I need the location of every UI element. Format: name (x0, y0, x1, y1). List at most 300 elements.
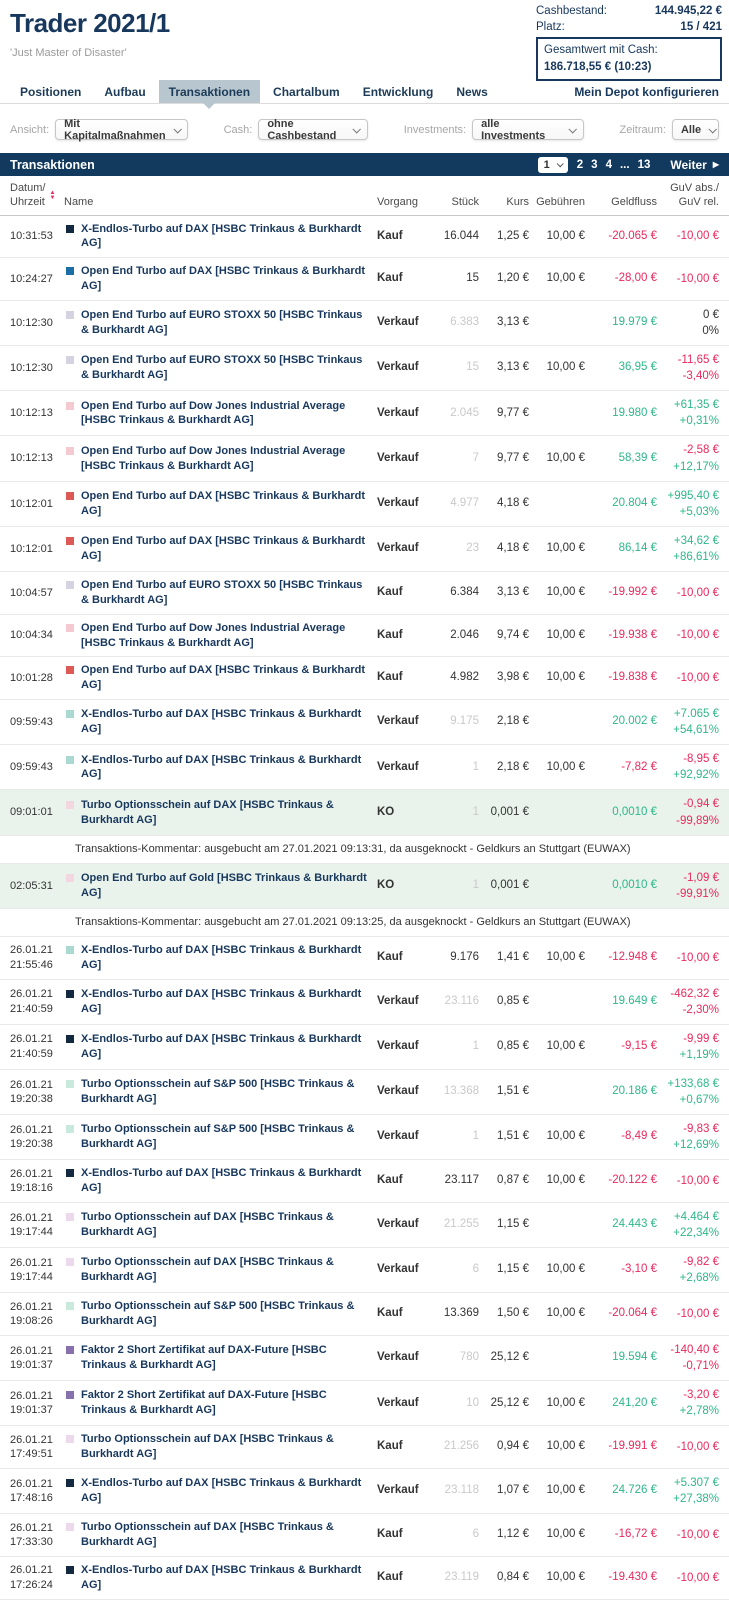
transaction-name-link[interactable]: Open End Turbo auf DAX [HSBC Trinkaus & Burkhardt AG] (81, 489, 365, 517)
transaction-guv-value: -0,94 € (683, 798, 719, 811)
transaction-name-link[interactable]: Turbo Optionsschein auf DAX [HSBC Trinkaus & Burkhardt AG] (81, 798, 334, 826)
transaction-guv-value: +54,61% (673, 724, 719, 737)
transaction-name-link[interactable]: X-Endlos-Turbo auf DAX [HSBC Trinkaus & Burkhardt AG] (81, 1167, 362, 1195)
transaction-stueck: 1 (472, 805, 479, 818)
transaction-name-link[interactable]: X-Endlos-Turbo auf DAX [HSBC Trinkaus & Burkhardt AG] (81, 753, 362, 781)
cash-label: Cashbestand: (536, 5, 607, 17)
transaction-guv-value: -9,99 € (683, 1032, 719, 1045)
table-row (0, 1293, 729, 1336)
filter-bar (0, 104, 729, 153)
transaction-guv (657, 1475, 719, 1507)
transaction-gebuehren: 10,00 € (546, 950, 585, 963)
transaction-guv (657, 1121, 719, 1153)
current-page: 1 (543, 158, 550, 171)
transaction-stueck: 23.119 (444, 1571, 479, 1584)
transaction-stueck: 2.046 (450, 628, 479, 641)
investments-dropdown[interactable] (472, 119, 584, 140)
transaction-name-link[interactable]: Turbo Optionsschein auf S&P 500 [HSBC Trinkaus & Burkhardt AG] (81, 1078, 355, 1105)
transaction-name-cell (64, 1166, 377, 1196)
transaction-name-link[interactable]: Turbo Optionsschein auf DAX [HSBC Trinkaus & Burkhardt AG] (81, 1211, 334, 1239)
transaction-name-cell (64, 1122, 377, 1152)
transaction-guv (657, 307, 719, 339)
transaction-gebuehren: 10,00 € (546, 671, 585, 684)
transaction-name-link[interactable]: Open End Turbo auf Dow Jones Industrial Average [HSBC Trinkaus & Burkhardt AG] (81, 399, 346, 427)
filter-ansicht-label: Ansicht: (10, 123, 50, 136)
transaction-stueck: 23.117 (444, 1174, 479, 1187)
table-row (0, 436, 729, 481)
transaction-guv (657, 271, 719, 287)
transaction-time: 17:33:30 (10, 1536, 53, 1549)
transaction-gebuehren: 10,00 € (546, 542, 585, 555)
transaction-guv-value: +12,17% (673, 460, 719, 473)
transaction-name-link[interactable]: Open End Turbo auf EURO STOXX 50 [HSBC Trinkaus & Burkhardt AG] (81, 579, 363, 606)
transaction-guv-value: +27,38% (673, 1493, 719, 1506)
transaction-guv-value: +2,78% (679, 1405, 719, 1418)
transaction-time: 19:17:44 (10, 1271, 53, 1284)
transaction-name-link[interactable]: Open End Turbo auf DAX [HSBC Trinkaus & Burkhardt AG] (81, 664, 365, 692)
instrument-color-icon (66, 990, 74, 998)
transaction-date: 26.01.21 (10, 1256, 53, 1269)
transaction-kurs: 1,41 € (497, 950, 529, 963)
tab-news[interactable]: News (456, 85, 488, 99)
transaction-geldfluss: 19.594 € (612, 1351, 657, 1364)
transaction-stueck: 9.176 (450, 950, 479, 963)
transaction-name-cell (64, 264, 377, 294)
table-row (0, 301, 729, 346)
chevron-down-icon (353, 125, 361, 133)
tab-entwicklung[interactable]: Entwicklung (362, 85, 434, 99)
transaction-datetime (10, 272, 64, 286)
instrument-color-icon (66, 1346, 74, 1354)
transaction-vorgang: Verkauf (377, 1130, 419, 1143)
transaction-time: 19:20:38 (10, 1092, 53, 1105)
cash-value: 144.945,22 € (654, 5, 722, 17)
main-nav (0, 80, 729, 104)
transaction-guv (657, 228, 719, 244)
transaction-guv-value: -99,89% (676, 814, 719, 827)
transaction-geldfluss: -20.064 € (608, 1307, 657, 1320)
transaction-time: 17:26:24 (10, 1578, 53, 1591)
transaction-guv-value: -10,00 € (676, 586, 719, 599)
transaction-datetime (10, 1211, 64, 1240)
transaction-name-cell (64, 753, 377, 783)
transaction-date: 26.01.21 (10, 1344, 53, 1357)
transaction-date: 26.01.21 (10, 1211, 53, 1224)
transaction-gebuehren: 10,00 € (546, 361, 585, 374)
transaction-kurs: 3,13 € (497, 361, 529, 374)
configure-depot-link[interactable]: Mein Depot konfigurieren (574, 85, 719, 99)
transaction-date: 26.01.21 (10, 1033, 53, 1046)
table-row (0, 1469, 729, 1514)
transaction-kurs: 3,98 € (497, 671, 529, 684)
page-number[interactable]: 13 (637, 158, 651, 171)
transaction-kurs: 1,25 € (497, 229, 529, 242)
table-row (0, 1025, 729, 1070)
transaction-guv (657, 1306, 719, 1322)
transaction-name-cell (64, 1476, 377, 1506)
transaction-name-link[interactable]: X-Endlos-Turbo auf DAX [HSBC Trinkaus & Burkhardt AG] (81, 1563, 362, 1591)
transaction-vorgang: Kauf (377, 1174, 403, 1187)
transaction-guv (657, 1527, 719, 1543)
filter-cash (224, 119, 369, 140)
transaction-vorgang: Verkauf (377, 1351, 419, 1364)
instrument-color-icon (66, 311, 74, 319)
transaction-datetime (10, 943, 64, 972)
transaction-time: 19:01:37 (10, 1404, 53, 1417)
transaction-vorgang: Verkauf (377, 542, 419, 555)
transaction-guv-value: +2,68% (679, 1272, 719, 1285)
table-row (0, 216, 729, 259)
transaction-geldfluss: -8,49 € (621, 1130, 657, 1143)
transaction-guv-value: -1,09 € (683, 871, 719, 884)
cash-dropdown[interactable] (258, 119, 368, 140)
transaction-datetime (10, 1123, 64, 1152)
transaction-guv-value: -10,00 € (676, 230, 719, 243)
table-row (0, 980, 729, 1025)
filter-investments-label: Investments: (403, 123, 467, 136)
transaction-geldfluss: 58,39 € (618, 451, 657, 464)
transaction-datetime (10, 628, 64, 642)
transaction-datetime (10, 760, 64, 774)
table-row (0, 1203, 729, 1248)
transaction-guv-value: +1,19% (679, 1048, 719, 1061)
instrument-color-icon (66, 1566, 74, 1574)
transaction-gebuehren: 10,00 € (546, 272, 585, 285)
column-gebuehren: Gebühren (536, 195, 585, 208)
page-title: Trader 2021/1 (10, 8, 170, 38)
zeitraum-dropdown[interactable] (672, 119, 719, 140)
panel-title: Transaktionen (10, 157, 95, 172)
transaction-time: 10:24:27 (10, 272, 53, 285)
instrument-color-icon (66, 666, 74, 674)
transaction-time: 10:12:01 (10, 497, 53, 510)
transaction-vorgang: Verkauf (377, 406, 419, 419)
transaction-date: 26.01.21 (10, 1078, 53, 1091)
transaction-guv (657, 1439, 719, 1455)
transaction-guv-value: +0,31% (679, 415, 719, 428)
chevron-down-icon (569, 125, 577, 133)
table-row (0, 346, 729, 391)
rank-value: 15 / 421 (680, 21, 722, 33)
transaction-name-cell (64, 353, 377, 383)
transaction-date: 26.01.21 (10, 1477, 53, 1490)
table-row (0, 937, 729, 980)
transaction-stueck: 780 (459, 1351, 479, 1364)
transaction-name-link[interactable]: Open End Turbo auf DAX [HSBC Trinkaus & Burkhardt AG] (81, 265, 365, 293)
transaction-kurs: 1,15 € (497, 1263, 529, 1276)
transaction-vorgang: Kauf (377, 1571, 403, 1584)
column-datum-uhrzeit[interactable] (10, 182, 64, 210)
tab-chartalbum[interactable]: Chartalbum (273, 85, 340, 99)
transaction-gebuehren: 10,00 € (546, 628, 585, 641)
transaction-gebuehren: 10,00 € (546, 1307, 585, 1320)
cash-dropdown-value: ohne Cashbestand (267, 117, 337, 142)
transaction-name-link[interactable]: X-Endlos-Turbo auf DAX [HSBC Trinkaus & Burkhardt AG] (81, 708, 362, 736)
column-datum-line2: Uhrzeit (10, 195, 45, 208)
transaction-vorgang: Verkauf (377, 316, 419, 329)
transaction-guv (657, 1031, 719, 1063)
transaction-kurs: 1,12 € (497, 1528, 529, 1541)
transaction-guv (657, 533, 719, 565)
page-number[interactable]: 2 (576, 158, 584, 171)
total-label: Gesamtwert mit Cash: (544, 44, 658, 56)
transaction-geldfluss: 20.186 € (612, 1085, 657, 1098)
transaction-geldfluss: -12.948 € (608, 950, 657, 963)
transaction-datetime (10, 715, 64, 729)
filter-investments (404, 119, 584, 140)
column-geldfluss: Geldfluss (611, 195, 657, 208)
transaction-time: 10:04:34 (10, 629, 53, 642)
transaction-name-cell (64, 222, 377, 252)
transaction-vorgang: Verkauf (377, 361, 419, 374)
transaction-time: 10:12:13 (10, 452, 53, 465)
transaction-guv-value: -10,00 € (676, 1529, 719, 1542)
transaction-guv-value: +86,61% (673, 550, 719, 563)
transaction-name-cell (64, 1563, 377, 1593)
transaction-name-link[interactable]: Open End Turbo auf Dow Jones Industrial Average [HSBC Trinkaus & Burkhardt AG] (81, 444, 346, 472)
transaction-name-link[interactable]: Open End Turbo auf DAX [HSBC Trinkaus & Burkhardt AG] (81, 535, 365, 562)
transaction-name-cell (64, 1388, 377, 1418)
transaction-kurs: 0,85 € (497, 994, 529, 1007)
transaction-name-link[interactable]: X-Endlos-Turbo auf DAX [HSBC Trinkaus & Burkhardt AG] (81, 1477, 362, 1505)
transaction-stueck: 21.256 (443, 1440, 479, 1453)
filter-zeitraum (620, 119, 719, 140)
transaction-guv (657, 442, 719, 474)
ansicht-dropdown[interactable] (55, 119, 188, 140)
transaction-guv-value: -462,32 € (670, 987, 719, 1000)
transaction-name-link[interactable]: Open End Turbo auf EURO STOXX 50 [HSBC Trinkaus & Burkhardt AG] (81, 354, 363, 382)
transaction-stueck: 13.369 (443, 1307, 479, 1320)
transaction-name-link[interactable]: Turbo Optionsschein auf DAX [HSBC Trinkaus & Burkhardt AG] (81, 1433, 334, 1461)
transaction-geldfluss: 24.443 € (612, 1218, 657, 1231)
transaction-datetime (10, 1078, 64, 1107)
transaction-time: 10:12:01 (10, 542, 53, 555)
transaction-date: 26.01.21 (10, 1564, 53, 1577)
transaction-gebuehren: 10,00 € (546, 1484, 585, 1497)
transaction-datetime (10, 361, 64, 375)
transaction-name-link[interactable]: Turbo Optionsschein auf DAX [HSBC Trinkaus & Burkhardt AG] (81, 1256, 334, 1284)
transaction-datetime (10, 406, 64, 420)
chevron-down-icon (556, 160, 563, 167)
tab-positionen[interactable]: Positionen (20, 85, 82, 99)
transaction-kurs: 0,85 € (497, 1040, 529, 1053)
transaction-name-link[interactable]: Turbo Optionsschein auf S&P 500 [HSBC Trinkaus & Burkhardt AG] (81, 1300, 355, 1328)
page-number[interactable]: 4 (605, 158, 612, 171)
transaction-stueck: 16.044 (443, 229, 479, 242)
transaction-guv (657, 488, 719, 520)
table-row (0, 700, 729, 745)
transaction-vorgang: Verkauf (377, 1263, 419, 1276)
transaction-datetime (10, 805, 64, 819)
transaction-gebuehren: 10,00 € (546, 451, 585, 464)
column-vorgang: Vorgang (377, 195, 418, 208)
tab-aufbau[interactable]: Aufbau (104, 85, 146, 99)
total-value: 186.718,55 € (10:23) (544, 60, 652, 73)
transaction-geldfluss: -3,10 € (621, 1263, 657, 1276)
transaction-guv (657, 1387, 719, 1419)
transaction-guv-value: -9,83 € (683, 1123, 719, 1136)
transaction-guv (657, 950, 719, 966)
transaction-guv (657, 1209, 719, 1241)
transaction-datetime (10, 1256, 64, 1285)
transaction-guv-value: 0% (702, 324, 719, 337)
instrument-color-icon (66, 267, 74, 275)
transaction-geldfluss: -19.938 € (608, 628, 657, 641)
transaction-guv (657, 986, 719, 1018)
transaction-geldfluss: 36,95 € (618, 361, 657, 374)
rank-label: Platz: (536, 21, 565, 33)
transaction-vorgang: Kauf (377, 229, 403, 242)
transaction-datetime (10, 1032, 64, 1061)
transaction-stueck: 1 (472, 760, 479, 773)
transaction-guv (657, 1173, 719, 1189)
transaction-vorgang: Kauf (377, 1307, 403, 1320)
table-row (0, 1070, 729, 1115)
transaction-guv (657, 397, 719, 429)
transaction-datetime (10, 542, 64, 556)
transaction-time: 10:04:57 (10, 586, 53, 599)
transaction-guv-value: +92,92% (673, 769, 719, 782)
transaction-stueck: 23.116 (444, 994, 479, 1007)
transaction-gebuehren: 10,00 € (546, 1263, 585, 1276)
transaction-guv (657, 870, 719, 902)
table-row (0, 572, 729, 615)
tab-transaktionen[interactable]: Transaktionen (159, 80, 260, 103)
transaction-stueck: 6 (472, 1528, 479, 1541)
transaction-name-cell (64, 871, 377, 901)
transaction-guv-value: -10,00 € (676, 1571, 719, 1584)
instrument-color-icon (66, 1302, 74, 1310)
transaction-name-cell (64, 1343, 377, 1373)
transaction-stueck: 1 (472, 1130, 479, 1143)
page-number[interactable]: 3 (591, 158, 598, 171)
transaction-geldfluss: -7,82 € (621, 760, 657, 773)
column-kurs: Kurs (506, 195, 529, 208)
transaction-guv-value: -10,00 € (676, 1308, 719, 1321)
transaction-guv-value: -3,20 € (683, 1389, 719, 1402)
transaction-gebuehren: 10,00 € (546, 1440, 585, 1453)
transaction-name-cell (64, 663, 377, 693)
transaction-time: 19:17:44 (10, 1226, 53, 1239)
transaction-stueck: 23.118 (444, 1484, 479, 1497)
transaction-vorgang: Kauf (377, 671, 403, 684)
transaction-vorgang: Verkauf (377, 451, 419, 464)
transaction-geldfluss: -9,15 € (621, 1040, 657, 1053)
transaction-date: 26.01.21 (10, 1433, 53, 1446)
transaction-kurs: 1,15 € (497, 1218, 529, 1231)
transaction-datetime (10, 1521, 64, 1550)
transaction-kurs: 1,07 € (497, 1484, 529, 1497)
transaction-geldfluss: 19.980 € (612, 406, 657, 419)
transaction-name-cell (64, 798, 377, 828)
transaction-name-link[interactable]: Open End Turbo auf EURO STOXX 50 [HSBC Trinkaus & Burkhardt AG] (81, 309, 363, 336)
transaction-guv-value: +5,03% (679, 505, 719, 518)
transaction-datetime (10, 1389, 64, 1418)
transaction-name-cell (64, 534, 377, 564)
transaction-time: 21:40:59 (10, 1002, 53, 1015)
transaction-geldfluss: -28,00 € (614, 272, 657, 285)
transaction-vorgang: Kauf (377, 1528, 403, 1541)
transaction-guv-value: +0,67% (679, 1093, 719, 1106)
transaction-date: 26.01.21 (10, 1389, 53, 1402)
transaction-vorgang: Kauf (377, 586, 403, 599)
transaction-name-link[interactable]: Open End Turbo auf Dow Jones Industrial Average [HSBC Trinkaus & Burkhardt AG] (81, 621, 346, 649)
transaction-name-link[interactable]: Open End Turbo auf Gold [HSBC Trinkaus & Burkhardt AG] (81, 871, 367, 899)
transaction-guv-value: -99,91% (676, 887, 719, 900)
transaction-name-link[interactable]: X-Endlos-Turbo auf DAX [HSBC Trinkaus & Burkhardt AG] (81, 1032, 362, 1060)
transaction-name-link[interactable]: Faktor 2 Short Zertifikat auf DAX-Future [HSBC Trinkaus & Burkhardt AG] (81, 1344, 327, 1372)
transaction-datetime (10, 671, 64, 685)
transaction-name-cell (64, 308, 377, 338)
transaction-time: 10:01:28 (10, 672, 53, 685)
transaction-vorgang: Verkauf (377, 1040, 419, 1053)
transaction-name-link[interactable]: Turbo Optionsschein auf DAX [HSBC Trinkaus & Burkhardt AG] (81, 1521, 334, 1549)
table-row (0, 1557, 729, 1600)
transaction-stueck: 2.045 (450, 406, 479, 419)
instrument-color-icon (66, 624, 74, 632)
transaction-date: 26.01.21 (10, 1300, 53, 1313)
table-row (0, 391, 729, 436)
transaction-name-link[interactable]: X-Endlos-Turbo auf DAX [HSBC Trinkaus & Burkhardt AG] (81, 943, 362, 971)
transaction-name-link[interactable]: X-Endlos-Turbo auf DAX [HSBC Trinkaus & Burkhardt AG] (81, 222, 362, 250)
instrument-color-icon (66, 537, 74, 545)
transaction-stueck: 15 (466, 361, 479, 374)
transaction-date: 26.01.21 (10, 1521, 53, 1534)
transaction-stueck: 9.175 (450, 715, 479, 728)
table-row (0, 657, 729, 700)
instrument-color-icon (66, 1479, 74, 1487)
transaction-geldfluss: 241,20 € (612, 1396, 657, 1409)
transaction-stueck: 6 (472, 1263, 479, 1276)
transaction-geldfluss: 24.726 € (612, 1484, 657, 1497)
transaction-vorgang: Verkauf (377, 994, 419, 1007)
transaction-datetime (10, 1167, 64, 1196)
transaction-guv (657, 1570, 719, 1586)
instrument-color-icon (66, 874, 74, 882)
transaction-name-cell (64, 1210, 377, 1240)
transaction-kurs: 4,18 € (497, 542, 529, 555)
instrument-color-icon (66, 1125, 74, 1133)
transaction-guv-value: -10,00 € (676, 1175, 719, 1188)
transaction-name-cell (64, 489, 377, 519)
transaction-guv (657, 1342, 719, 1374)
page-subtitle: 'Just Master of Disaster' (10, 47, 127, 59)
transaction-guv (657, 585, 719, 601)
transaction-name-link[interactable]: X-Endlos-Turbo auf DAX [HSBC Trinkaus & Burkhardt AG] (81, 987, 362, 1015)
transaction-guv (657, 796, 719, 828)
transaction-stueck: 6.383 (450, 316, 479, 329)
transaction-stueck: 1 (472, 878, 479, 891)
column-guv-line1: GuV abs./ (670, 182, 719, 194)
table-row (0, 1160, 729, 1203)
transaction-name-cell (64, 1520, 377, 1550)
page-select-dropdown[interactable] (538, 157, 568, 173)
transaction-guv-value: +5.307 € (673, 1477, 719, 1490)
next-page-button[interactable] (670, 158, 719, 172)
transaction-vorgang: Kauf (377, 950, 403, 963)
instrument-color-icon (66, 1035, 74, 1043)
transaction-guv-value: -3,40% (682, 370, 719, 383)
sort-icon[interactable]: ▲ ▼ (49, 189, 56, 201)
transaction-name-link[interactable]: Faktor 2 Short Zertifikat auf DAX-Future [HSBC Trinkaus & Burkhardt AG] (81, 1389, 327, 1417)
transaction-name-cell (64, 399, 377, 429)
instrument-color-icon (66, 1169, 74, 1177)
transaction-guv-value: -11,65 € (677, 354, 719, 367)
transaction-stueck: 6.384 (450, 586, 479, 599)
table-row (0, 1514, 729, 1557)
transaction-time: 17:48:16 (10, 1492, 53, 1505)
transaction-name-link[interactable]: Turbo Optionsschein auf S&P 500 [HSBC Trinkaus & Burkhardt AG] (81, 1123, 355, 1151)
